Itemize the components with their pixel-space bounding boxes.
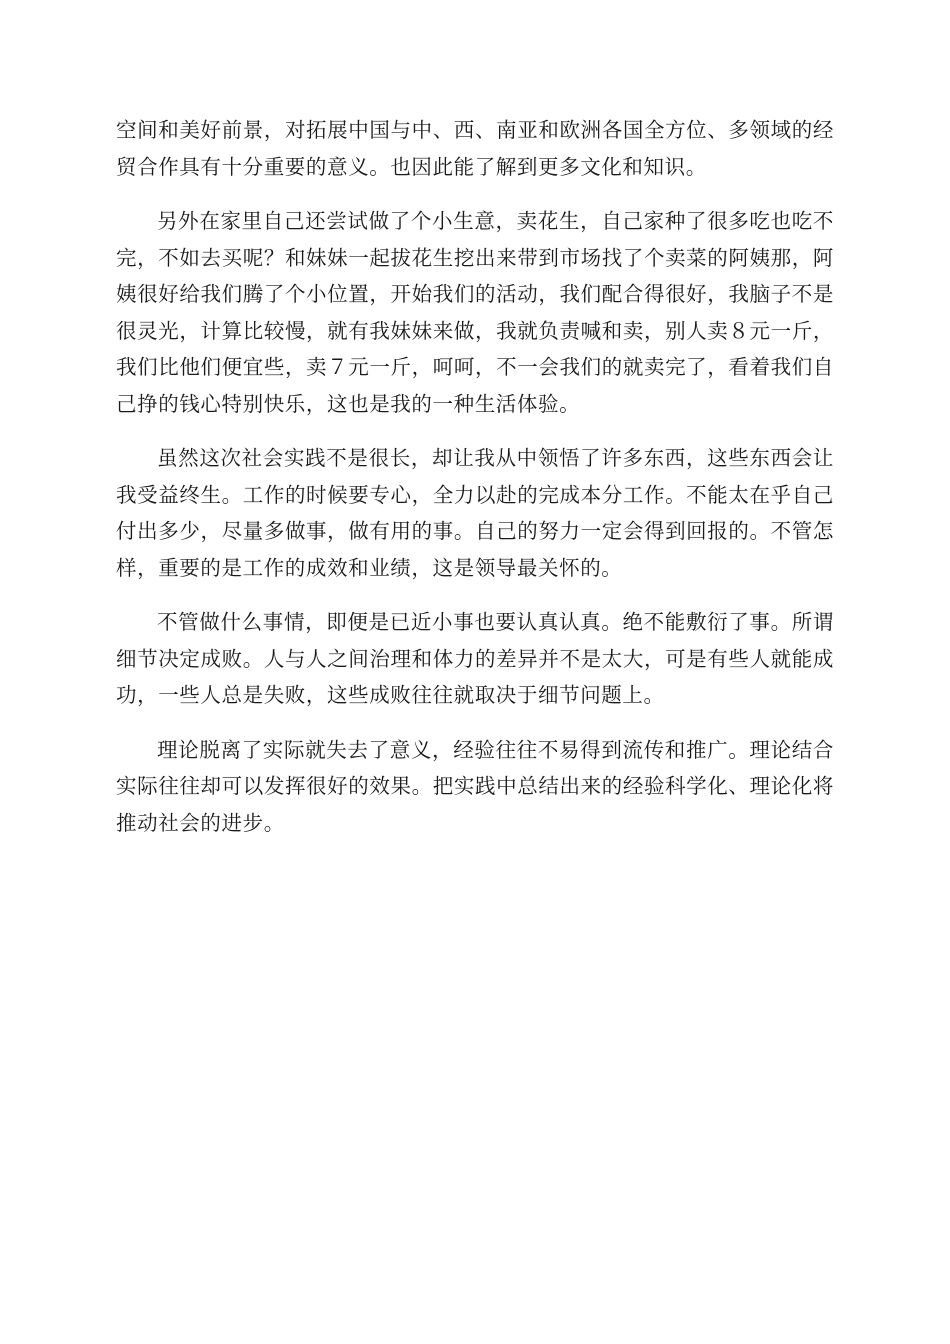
document-page	[116, 112, 834, 859]
paragraph-3: 虽然这次社会实践不是很长，却让我从中领悟了许多东西，这些东西会让我受益终生。工作的时候要专心，全力以赴的完成本分工作。不能太在乎自己付出多少，尽量多做事，做有用的事。自己的努力一定会得到回报的。不管怎样，重要的是工作的成效和业绩，这是领导最关怀的。	[116, 446, 834, 580]
paragraph-4: 不管做什么事情，即便是已近小事也要认真认真。绝不能敷衍了事。所谓细节决定成败。人与人之间治理和体力的差异并不是太大，可是有些人就能成功，一些人总是失败，这些成败往往就取决于细节问题上。	[116, 610, 834, 707]
paragraph-2: 另外在家里自己还尝试做了个小生意，卖花生，自己家种了很多吃也吃不完，不如去买呢？和妹妹一起拔花生挖出来带到市场找了个卖菜的阿姨那，阿姨很好给我们腾了个小位置，开始我们的活动，我们配合得很好，我脑子不是很灵光，计算比较慢，就有我妹妹来做，我就负责喊和卖，别人卖８元一斤，我们比他们便宜些，卖７元一斤，呵呵，不一会我们的就卖完了，看着我们自己挣的钱心特别快乐，这也是我的一种生活体验。	[116, 209, 834, 416]
paragraph-5: 理论脱离了实际就失去了意义，经验往往不易得到流传和推广。理论结合实际往往却可以发挥很好的效果。把实践中总结出来的经验科学化、理论化将推动社会的进步。	[116, 737, 834, 835]
paragraph-1: 空间和美好前景，对拓展中国与中、西、南亚和欧洲各国全方位、多领域的经贸合作具有十分重要的意义。也因此能了解到更多文化和知识。	[116, 118, 834, 179]
